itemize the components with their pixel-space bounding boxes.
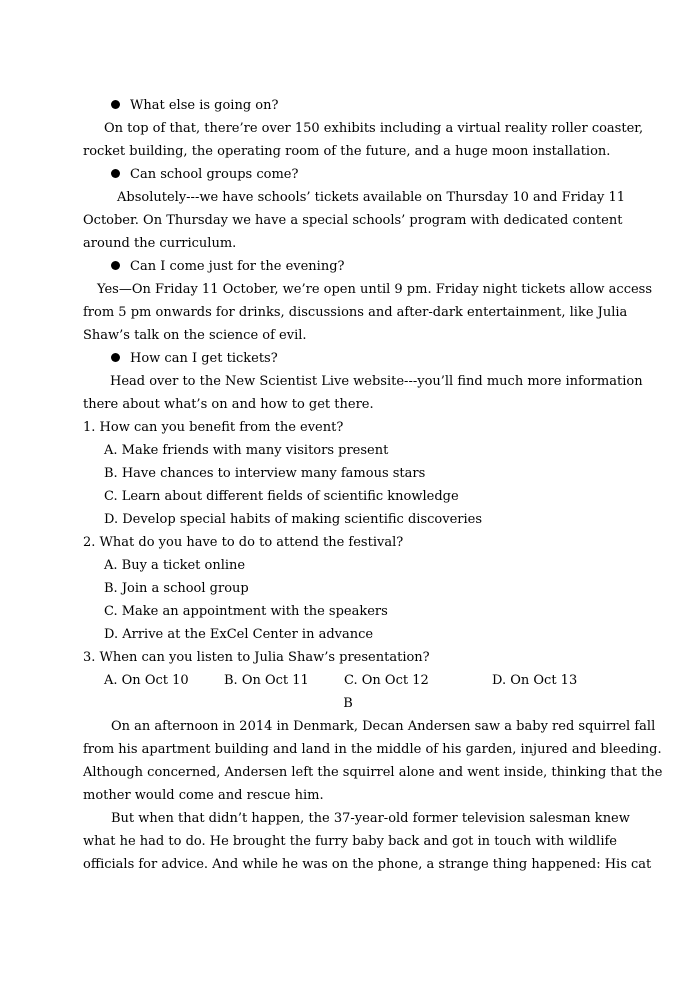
faq-answer-4-line-1: Head over to the New Scientist Live website---you’ll find much more information (110, 374, 643, 389)
question-1-option-b: B. Have chances to interview many famous stars (104, 466, 426, 481)
bullet-icon (111, 100, 120, 109)
faq-answer-2-line-3: around the curriculum. (83, 236, 237, 251)
faq-answer-3-line-1: Yes—On Friday 11 October, we’re open until 9 pm. Friday night tickets allow access (97, 282, 653, 297)
faq-answer-1-line-1: On top of that, there’re over 150 exhibits including a virtual reality roller coaster, (104, 121, 644, 136)
question-2-option-a: A. Buy a ticket online (104, 558, 246, 573)
bullet-icon (111, 169, 120, 178)
bullet-icon (111, 261, 120, 270)
question-2-stem: 2. What do you have to do to attend the festival? (83, 535, 404, 550)
question-1-option-c: C. Learn about different fields of scientific knowledge (104, 489, 459, 504)
faq-answer-3-line-3: Shaw’s talk on the science of evil. (83, 328, 307, 343)
faq-answer-2-line-2: October. On Thursday we have a special schools’ program with dedicated content (83, 213, 623, 228)
passage-b-p1-line-1: On an afternoon in 2014 in Denmark, Decan Andersen saw a baby red squirrel fall (111, 719, 656, 734)
passage-b-p2-line-1: But when that didn’t happen, the 37-year-old former television salesman knew (111, 811, 630, 826)
faq-question-2: Can school groups come? (111, 163, 298, 186)
question-3-option-c: C. On Oct 12 (344, 673, 429, 688)
question-1-option-d: D. Develop special habits of making scientific discoveries (104, 512, 482, 527)
passage-b-p1-line-3: Although concerned, Andersen left the squirrel alone and went inside, thinking that the (83, 765, 663, 780)
faq-question-3: Can I come just for the evening? (111, 255, 345, 278)
passage-b-p1-line-2: from his apartment building and land in the middle of his garden, injured and bleeding. (83, 742, 662, 757)
faq-answer-4-line-2: there about what’s on and how to get there. (83, 397, 374, 412)
question-3-option-d: D. On Oct 13 (492, 673, 578, 688)
faq-question-4: How can I get tickets? (111, 347, 278, 370)
bullet-icon (111, 353, 120, 362)
passage-b-p1-line-4: mother would come and rescue him. (83, 788, 324, 803)
question-1-stem: 1. How can you benefit from the event? (83, 420, 344, 435)
question-2-option-c: C. Make an appointment with the speakers (104, 604, 388, 619)
question-3-stem: 3. When can you listen to Julia Shaw’s presentation? (83, 650, 430, 665)
passage-b-p2-line-2: what he had to do. He brought the furry baby back and got in touch with wildlife (83, 834, 617, 849)
question-1-option-a: A. Make friends with many visitors present (104, 443, 389, 458)
faq-answer-3-line-2: from 5 pm onwards for drinks, discussions and after-dark entertainment, like Julia (83, 305, 628, 320)
section-heading: B (343, 696, 353, 711)
passage-b-p2-line-3: officials for advice. And while he was on the phone, a strange thing happened: His cat (83, 857, 652, 872)
faq-question-1: What else is going on? (111, 94, 278, 117)
question-3-option-b: B. On Oct 11 (224, 673, 309, 688)
question-2-option-d: D. Arrive at the ExCel Center in advance (104, 627, 374, 642)
question-3-option-a: A. On Oct 10 (104, 673, 189, 688)
faq-answer-1-line-2: rocket building, the operating room of the future, and a huge moon installation. (83, 144, 611, 159)
faq-answer-2-line-1: Absolutely---we have schools’ tickets available on Thursday 10 and Friday 11 (117, 190, 626, 205)
question-2-option-b: B. Join a school group (104, 581, 249, 596)
